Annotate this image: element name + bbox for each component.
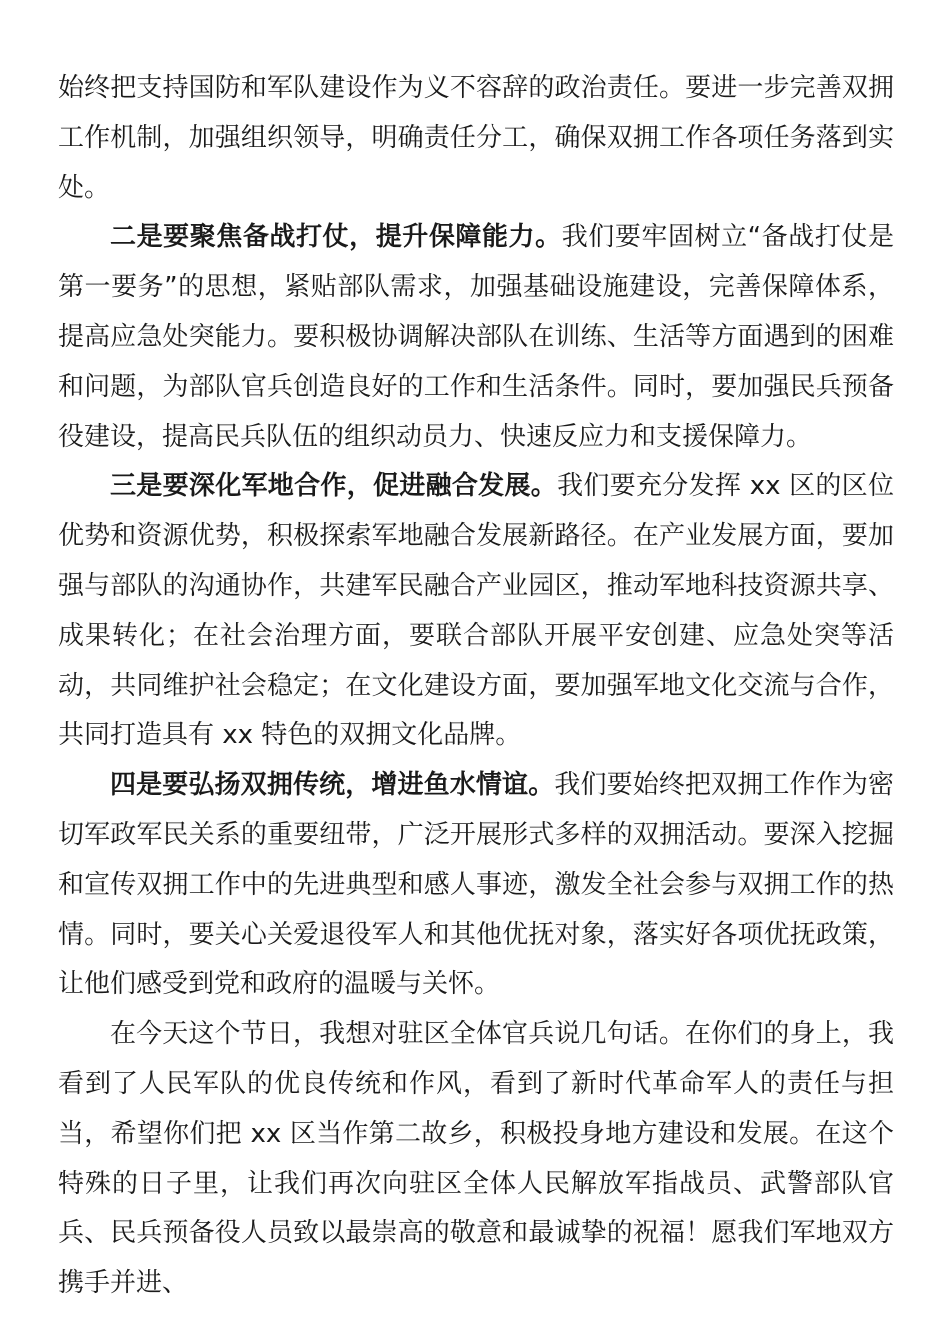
paragraph-lead: 四是要弘扬双拥传统，增进鱼水情谊。 bbox=[110, 770, 555, 801]
document-body bbox=[58, 64, 894, 1309]
paragraph-text: 在今天这个节日，我想对驻区全体官兵说几句话。在你们的身上，我看到了人民军队的优良传统和作风，看到了新时代革命军人的责任与担当，希望你们把 xx 区当作第二故乡，积极投身地方建设和发展。在这个特殊的日子里，让我们再次向驻区全体人民解放军指战员、武警部队官兵、民兵预备役人员致以最崇高的敬意和最诚挚的祝福！愿我们军地双方携手并进、 bbox=[58, 1019, 894, 1299]
paragraph-text: 始终把支持国防和军队建设作为义不容辞的政治责任。要进一步完善双拥工作机制，加强组织领导，明确责任分工，确保双拥工作各项任务落到实处。 bbox=[58, 73, 894, 203]
paragraph-text: 我们要牢固树立“备战打仗是第一要务”的思想，紧贴部队需求，加强基础设施建设，完善保障体系，提高应急处突能力。要积极协调解决部队在训练、生活等方面遇到的困难和问题，为部队官兵创造良好的工作和生活条件。同时，要加强民兵预备役建设，提高民兵队伍的组织动员力、快速反应力和支援保障力。 bbox=[58, 222, 894, 452]
paragraph-lead: 二是要聚焦备战打仗，提升保障能力。 bbox=[110, 222, 562, 253]
paragraph-text: 我们要始终把双拥工作作为密切军政军民关系的重要纽带，广泛开展形式多样的双拥活动。要深入挖掘和宣传双拥工作中的先进典型和感人事迹，激发全社会参与双拥工作的热情。同时，要关心关爱退役军人和其他优抚对象，落实好各项优抚政策，让他们感受到党和政府的温暖与关怀。 bbox=[58, 770, 894, 1000]
paragraph-closing bbox=[58, 1010, 894, 1309]
paragraph-text: 我们要充分发挥 xx 区的区位优势和资源优势，积极探索军地融合发展新路径。在产业发展方面，要加强与部队的沟通协作，共建军民融合产业园区，推动军地科技资源共享、成果转化；在社会治理方面，要联合部队开展平安创建、应急处突等活动，共同维护社会稳定；在文化建设方面，要加强军地文化交流与合作，共同打造具有 xx 特色的双拥文化品牌。 bbox=[58, 471, 894, 751]
paragraph-continuation bbox=[58, 64, 894, 213]
paragraph-point-two bbox=[58, 213, 894, 462]
paragraph-lead: 三是要深化军地合作，促进融合发展。 bbox=[110, 471, 558, 502]
paragraph-point-three bbox=[58, 462, 894, 761]
paragraph-point-four bbox=[58, 761, 894, 1010]
